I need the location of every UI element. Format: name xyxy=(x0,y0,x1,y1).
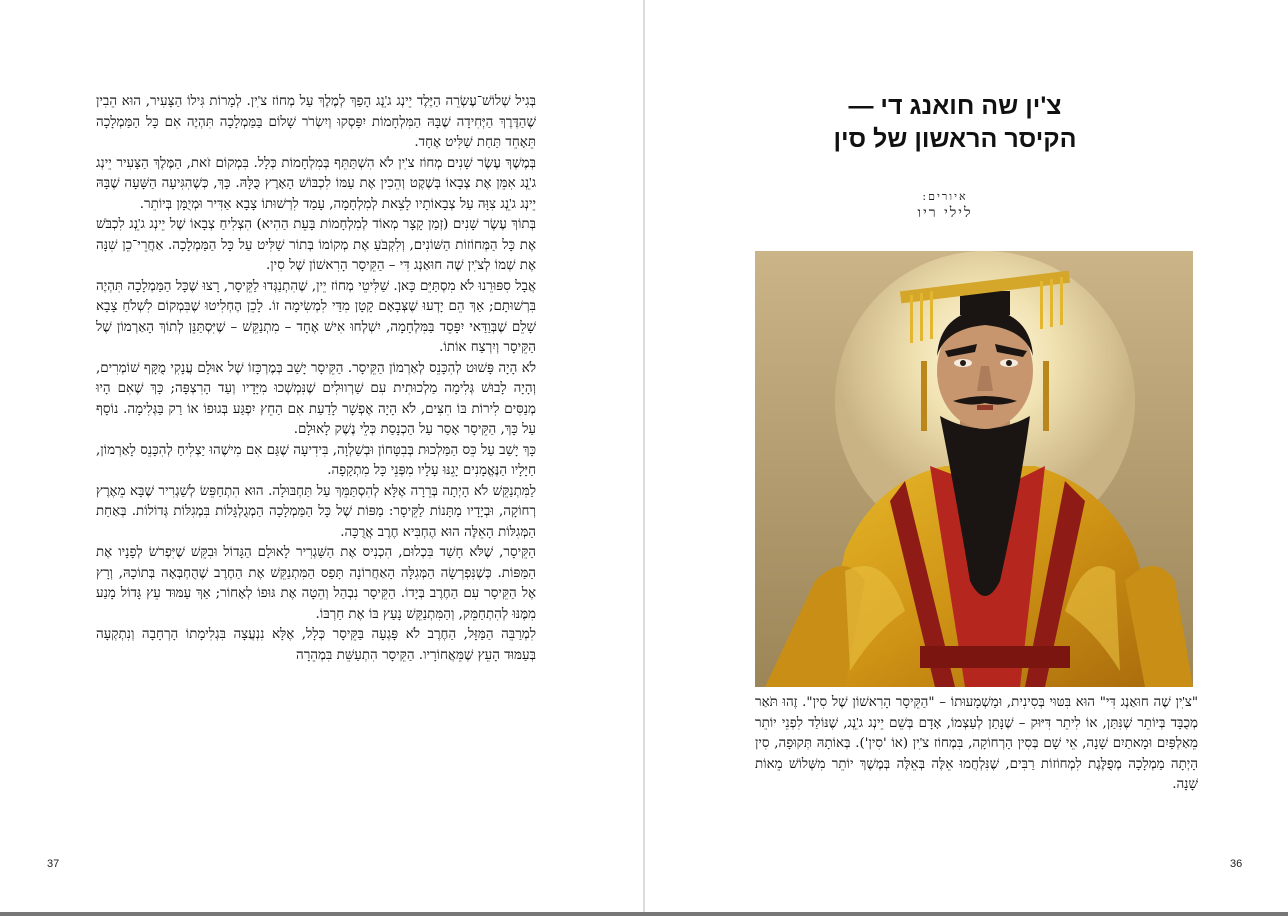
illustrations-label: איורים: xyxy=(922,190,968,203)
paragraph: הַקֵּיסָר, שֶׁלֹּא חָשַׁד בִּכְלוּם, הִכְנִיס אֶת הַשַּׁגְרִיר לָאוּלָם הַגָּדוֹל וּבִקֵּשׁ שֶׁיִּפְרֹשׂ לְפָנָיו אֶת הַמַּפּוֹת. כְּשֶׁנִּפְרְשָׂה הַמְּגִלָּה הָאַחֲרוֹנָה תָּפַס הַמִּתְנַקֵּשׁ אֶת הַחֶרֶב שֶׁהֻחְבְּאָה בְּתוֹכָהּ, וְרָץ אֶל הַקֵּיסָר עִם הַחֶרֶב בְּיָדוֹ. הַקֵּיסָר נִבְהַל וְהֵטָה אֶת גּוּפוֹ לְאָחוֹר; אַךְ עַמּוּד עֵץ גָּדוֹל מָנַע מִמֶּנּוּ לְהִתְחַמֵּק, וְהַמִּתְנַקֵּשׁ נָעַץ בּוֹ אֶת חַרְבּוֹ. xyxy=(96,545,536,622)
bottom-edge xyxy=(0,912,1288,916)
illustrator-name: לילי ריו xyxy=(917,205,973,221)
title-line-2: הקיסר הראשון של סין xyxy=(833,125,1077,153)
illustrator-credit xyxy=(875,190,1015,223)
paragraph: בְּמֶשֶׁךְ עֶשֶׂר שָׁנִים מְחוֹז צ'ִין לֹא הִשְׁתַּתֵּף בְּמִלְחָמוֹת כְּלָל. בִּמְקוֹם זֹאת, הַמֶּלֶךְ הַצָּעִיר יֵינְג ג'ֵנְג אִמֵּן אֶת צְבָאוֹ בְּשֶׁקֶט וְהֵכִין אֶת עַמּוֹ לִכְבּוֹשׁ הָאָרֶץ כֻּלָּהּ. כָּךְ, כְּשֶׁהִגִּיעָה הַשָּׁעָה שֶׁבָּהּ יֵינְג ג'ֵנְג צִוָּה עַל צְבָאוֹתָיו לָצֵאת לְמִלְחָמָה, עָמַד לִרְשׁוּתוֹ צָבָא אַדִּיר וּמְיֻמָּן בְּיוֹתֵר. xyxy=(96,155,536,212)
paragraph: לַמִּתְנַקֵּשׁ לֹא הָיְתָה בְּרֵרָה אֶלָּא לְהִסְתַּמֵּךְ עַל תַּחְבּוּלָה. הוּא הִתְחַפֵּשׂ לְשַׁגְרִיר שֶׁבָּא מֵאֶרֶץ רְחוֹקָה, וּבְיָדָיו מַתָּנוֹת לַקֵּיסָר: מַפּוֹת שֶׁל כָּל הַמַּמְלָכָה הַמְגֻלְגָּלוֹת בִּמְגִלּוֹת גְּדוֹלוֹת. בְּאַחַת הַמְּגִלּוֹת הָאֵלֶּה הוּא הֶחְבִּיא חֶרֶב אֲרֻכָּה. xyxy=(96,483,536,540)
left-page xyxy=(0,0,643,912)
title-line-1: צ'ין שה חואנג די — xyxy=(848,92,1062,120)
portrait-caption: "צ'ִין שֶׁה חוּאַנְג דִּי" הוּא בִּטּוּי בְּסִינִית, וּמַשְׁמָעוּתוֹ – "הַקֵּיסָר הָרִאשׁוֹן שֶׁל סִין". זֶהוּ תֹּאַר מְכֻבָּד בְּיוֹתֵר שֶׁנִּתַּן, אוֹ לִיתֵר דִּיּוּק – שֶׁנָּתַן לְעַצְמוֹ, אָדָם בְּשֵׁם יֵינְג ג'ֵנְג, שֶׁנּוֹלַד לִפְנֵי יוֹתֵר מֵאַלְפַּיִם וּמָאתַיִם שָׁנָה, אֵי שָׁם בְּסִין הָרְחוֹקָה, בִּמְחוֹז צ'ִין (אוֹ 'סִין'). בְּאוֹתָהּ תְּקוּפָה, סִין הָיְתָה מַמְלָכָה מְפֻלֶּגֶת לִמְחוֹזוֹת רַבִּים, שֶׁנִּלְחֲמוּ אֵלֶּה בְּאֵלֶּה בְּמֶשֶׁךְ יוֹתֵר מִשְּׁלוֹשׁ מֵאוֹת שָׁנָה. xyxy=(755,695,1198,792)
paragraph: בְּגִיל שְׁלוֹשׁ־עֶשְׂרֵה הַיֶּלֶד יֵינְג ג'ֵנְג הָפַךְ לְמֶלֶךְ עַל מְחוֹז צ'ִין. לְמָרוֹת גִּילוֹ הַצָּעִיר, הוּא הֵבִין שֶׁהַדֶּרֶךְ הַיְּחִידָה שֶׁבָּהּ הַמִּלְחָמוֹת יִפָּסְקוּ וְיִשְׂרֹר שָׁלוֹם בַּמַּמְלָכָה תִּהְיֶה אִם כָּל הַמַּמְלָכָה תֵּאָחֵד תַּחַת שַׁלִּיט אֶחָד. xyxy=(96,94,536,150)
story-text xyxy=(96,92,536,666)
chapter-title xyxy=(715,90,1195,156)
paragraph: לֹא הָיָה פָּשׁוּט לְהִכָּנֵס לְאַרְמוֹן הַקֵּיסָר. הַקֵּיסָר יָשַׁב בְּמֶרְכָּזוֹ שֶׁל אוּלָם עֲנָקִי מֻקָּף שׁוֹמְרִים, וְהָיָה לָבוּשׁ גְּלִימָה מַלְכוּתִית עִם שַׁרְווּלִים שֶׁנִּמְשְׁכוּ מִיָּדָיו וְעַד הָרִצְפָּה; כָּךְ שֶׁאִם הָיוּ מְנַסִּים לִירוֹת בּוֹ חִצִּים, לֹא הָיָה אֶפְשָׁר לָדַעַת אִם הַחֵץ יִפְגַּע בְּגוּפוֹ אוֹ רַק בַּגְּלִימָה. נוֹסָף עַל כָּךְ, הַקֵּיסָר אָסַר עַל הַכְנָסַת כְּלֵי נֶשֶׁק לָאוּלָם. xyxy=(96,360,536,437)
paragraph: בְּתוֹךְ עֶשֶׂר שָׁנִים (זְמַן קָצָר מְאוֹד לְמִלְחָמוֹת בָּעֵת הַהִיא) הִצְלִיחַ צְבָאוֹ שֶׁל יֵינְג ג'ֵנְג לִכְבֹּשׁ אֶת כָּל הַמְּחוֹזוֹת הַשּׁוֹנִים, וְלִקְבֹּעַ אֶת מְקוֹמוֹ בְּתוֹר שַׁלִּיט עַל כָּל הַמַּמְלָכָה. אַחֲרֵי־כֵן שִׁנָּה אֶת שְׁמוֹ לְצ'ִין שֶׁה חוּאַנְג דִּי – הַקֵּיסָר הָרִאשׁוֹן שֶׁל סִין. xyxy=(96,217,536,273)
right-page xyxy=(645,0,1288,912)
emperor-portrait xyxy=(755,251,1193,687)
paragraph: לִמְרַבֵּה הַמַּזָּל, הַחֶרֶב לֹא פָּגְעָה בַּקֵּיסָר כְּלָל, אֶלָּא נִנְעֲצָה בִּגְלִימָתוֹ הָרְחָבָה וְנִתְקְעָה בְּעַמּוּד הָעֵץ שֶׁמֵּאֲחוֹרָיו. הַקֵּיסָר הִתְעַשֵּׁת בִּמְהֵרָה xyxy=(96,627,536,663)
paragraph: אֲבָל סִפּוּרֵנוּ לֹא מִסְתַּיֵּם כָּאן. שַׁלִּיטֵי מְחוֹז יֵין, שֶׁהִתְנַגְּדוּ לַקֵּיסָר, רָצוּ שֶׁכָּל הַמַּמְלָכָה תִּהְיֶה בִּרְשׁוּתָם; אַךְ הֵם יָדְעוּ שֶׁצְּבָאָם קָטָן מִדַּי לִמְשִׂימָה זוֹ. לָכֵן הֶחְלִיטוּ שֶׁבִּמְקוֹם לִשְׁלֹחַ צָבָא שָׁלֵם שֶׁבְּוַדַּאי יִפָּסֵד בַּמִּלְחָמָה, יִשְׁלְחוּ אִישׁ אֶחָד – מִתְנַקֵּשׁ – שֶׁיִּסְתַּנֵּן לְתוֹךְ הָאַרְמוֹן שֶׁל הַקֵּיסָר וְיִרְצַח אוֹתוֹ. xyxy=(96,278,536,355)
page-number: 37 xyxy=(47,858,60,870)
paragraph: כָּךְ יָשַׁב עַל כֵּס הַמַּלְכוּת בְּבִטָּחוֹן וּבְשַׁלְוָה, בִּידִיעָה שֶׁגַּם אִם מִישֶׁהוּ יַצְלִיחַ לְהִכָּנֵס לָאַרְמוֹן, חַיָּלָיו הַנֶּאֱמָנִים יָגֵנּוּ עָלָיו מִפְּנֵי כָּל מִתְקָפָה. xyxy=(96,442,536,478)
page-number: 36 xyxy=(1230,858,1243,870)
